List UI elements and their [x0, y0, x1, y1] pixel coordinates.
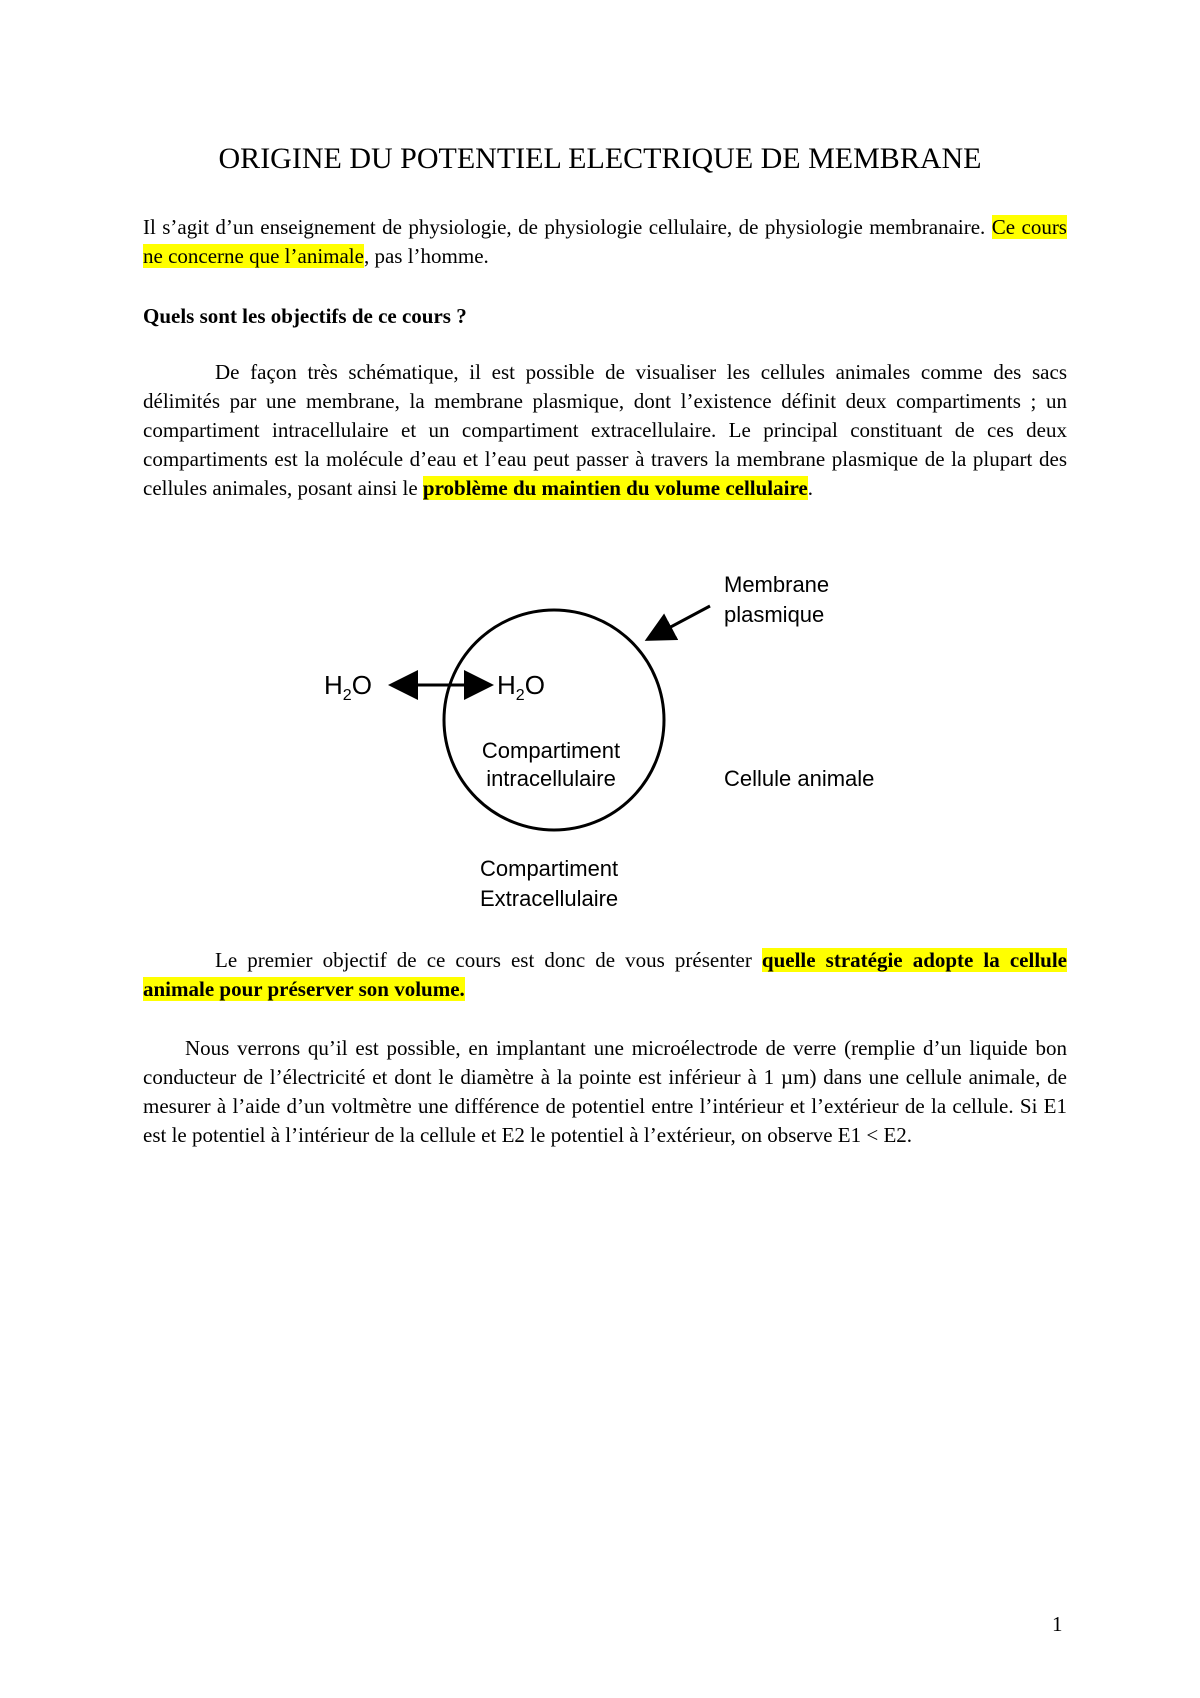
- strategy-highlight: quelle stratégie adopte la cellule animale pour préserver son volume.: [143, 948, 1067, 1001]
- svg-text:H2O: [497, 670, 545, 704]
- cell-membrane-circle: [444, 610, 664, 830]
- intracellular-label-line2: intracellulaire: [486, 766, 616, 791]
- microelectrode-paragraph: Nous verrons qu’il est possible, en implantant une microélectrode de verre (remplie d’un liquide bon conducteur de l’électricité et dont le diamètre à la pointe est inférieur à 1 µm) dans une cellule animale, de mesurer à l’aide d’un voltmètre une différence de potentiel entre l’intérieur et l’extérieur de la cellule. Si E1 est le potentiel à l’intérieur de la cellule et E2 le potentiel à l’extérieur, on observe E1 < E2.: [143, 1036, 1067, 1147]
- cell-description-paragraph: [143, 358, 1067, 503]
- cell-diagram: [0, 560, 1200, 920]
- h2o-left-sub: 2: [342, 687, 352, 704]
- first-objective-text: Le premier objectif de ce cours est donc de vous présenter: [215, 948, 762, 972]
- cell-label: Cellule animale: [724, 766, 875, 791]
- h2o-left-o: O: [351, 670, 372, 700]
- intracellular-label-line1: Compartiment: [481, 738, 621, 763]
- extracellular-label-line2: Extracellulaire: [480, 886, 619, 911]
- membrane-label-line1: Membrane: [724, 572, 830, 597]
- page-title: ORIGINE DU POTENTIEL ELECTRIQUE DE MEMBRANE: [218, 142, 982, 175]
- intro-text: Il s’agit d’un enseignement de physiologie, de physiologie cellulaire, de physiologie membranaire.: [143, 215, 992, 239]
- page-number: 1: [1052, 1612, 1063, 1636]
- h2o-left-label: [324, 670, 372, 704]
- cell-description-text: De façon très schématique, il est possible de visualiser les cellules animales comme des sacs délimités par une membrane, la membrane plasmique, dont l’existence définit deux compartiments ; un compartiment intracellulaire et un compartiment extracellulaire. Le principal constituant de ces deux compartiments est la molécule d’eau et l’eau peut passer à travers la membrane plasmique de la plupart des cellules animales, posant ainsi le: [143, 360, 1067, 500]
- intro-tail: , pas l’homme.: [363, 244, 489, 268]
- objectives-heading: Quels sont les objectifs de ce cours ?: [143, 304, 467, 328]
- intro-paragraph: [143, 213, 1067, 271]
- h2o-right-sub: 2: [515, 687, 525, 704]
- first-objective-paragraph: [143, 946, 1067, 1004]
- membrane-pointer-arrow: [650, 606, 710, 638]
- h2o-right-h: H: [497, 670, 516, 700]
- cell-volume-highlight: problème du maintien du volume cellulaire: [422, 476, 808, 500]
- h2o-right-label: [497, 670, 545, 704]
- svg-text:H2O: [324, 670, 372, 704]
- cell-description-tail: .: [807, 476, 813, 500]
- intro-highlight: Ce cours ne concerne que l’animale: [143, 215, 1067, 268]
- h2o-right-o: O: [524, 670, 545, 700]
- extracellular-label-line1: Compartiment: [480, 856, 619, 881]
- h2o-left-h: H: [324, 670, 343, 700]
- membrane-label-line2: plasmique: [724, 602, 825, 627]
